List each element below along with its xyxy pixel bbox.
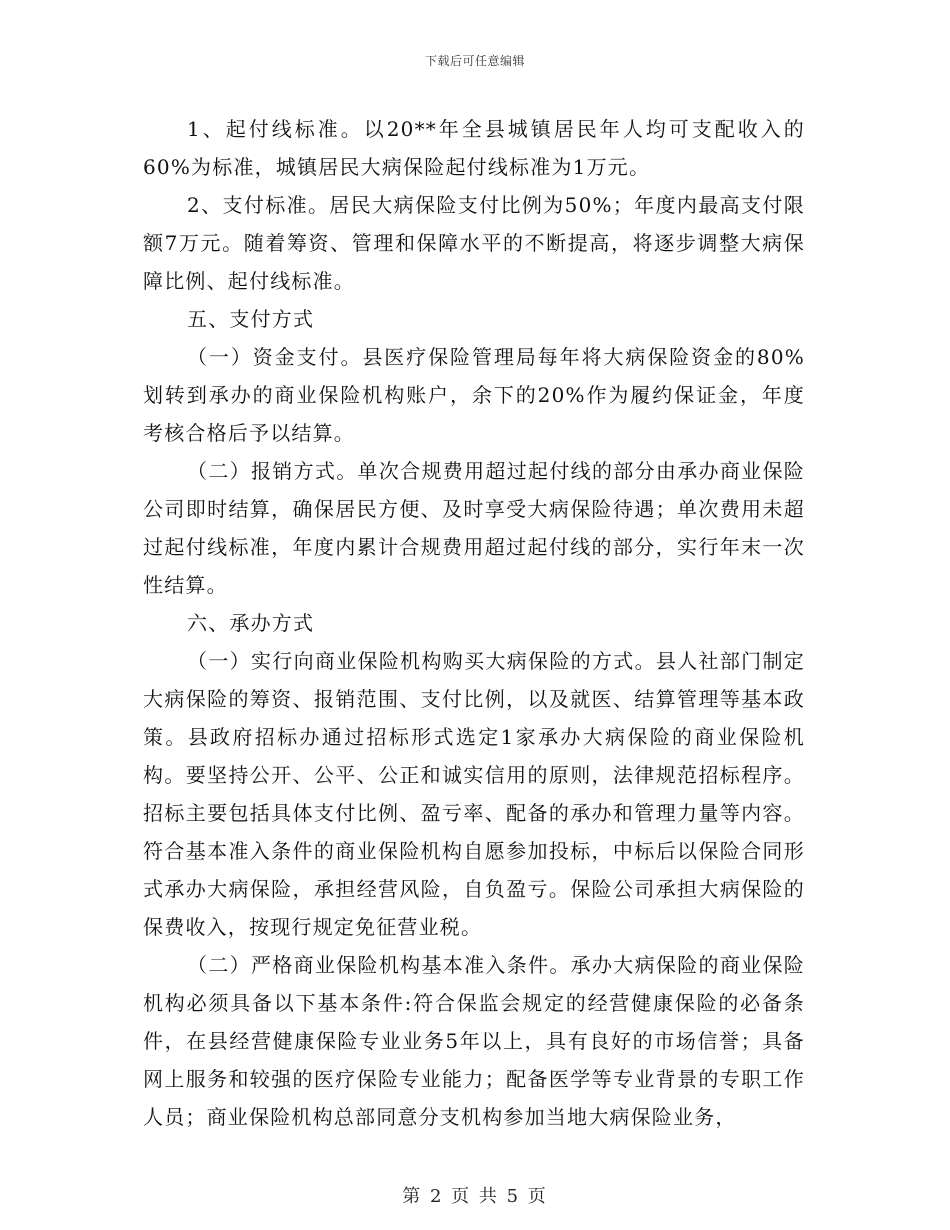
section-heading-undertaking-method: 六、承办方式 [187, 611, 315, 635]
section-heading-payment-method: 五、支付方式 [187, 307, 315, 331]
paragraph-fund-payment: （一）资金支付。县医疗保险管理局每年将大病保险资金的80%划转到承办的商业保险机构账户，余下的20%作为履约保证金，年度考核合格后予以结算。 [143, 345, 805, 445]
page-header-note: 下载后可任意编辑 [424, 54, 525, 68]
document-body [143, 110, 805, 1136]
paragraph-reimbursement-method: （二）报销方式。单次合规费用超过起付线的部分由承办商业保险公司即时结算，确保居民方便、及时享受大病保险待遇；单次费用未超过起付线标准，年度内累计合规费用超过起付线的部分，实行年末一次性结算。 [143, 459, 805, 597]
page-number-footer: 第 2 页 共 5 页 [402, 1186, 548, 1207]
paragraph-threshold-standard: 1、起付线标准。以20**年全县城镇居民年人均可支配收入的60%为标准，城镇居民大病保险起付线标准为1万元。 [143, 117, 805, 179]
paragraph-entry-conditions: （二）严格商业保险机构基本准入条件。承办大病保险的商业保险机构必须具备以下基本条件:符合保监会规定的经营健康保险的必备条件，在县经营健康保险专业业务5年以上，具有良好的市场信誉；具备网上服务和较强的医疗保险专业能力；配备医学等专业背景的专职工作人员；商业保险机构总部同意分支机构参加当地大病保险业务， [143, 953, 805, 1129]
paragraph-payment-standard: 2、支付标准。居民大病保险支付比例为50%；年度内最高支付限额7万元。随着筹资、管理和保障水平的不断提高，将逐步调整大病保障比例、起付线标准。 [143, 193, 805, 293]
paragraph-purchase-insurance: （一）实行向商业保险机构购买大病保险的方式。县人社部门制定大病保险的筹资、报销范围、支付比例，以及就医、结算管理等基本政策。县政府招标办通过招标形式选定1家承办大病保险的商业保险机构。要坚持公开、公平、公正和诚实信用的原则，法律规范招标程序。招标主要包括具体支付比例、盈亏率、配备的承办和管理力量等内容。符合基本准入条件的商业保险机构自愿参加投标，中标后以保险合同形式承办大病保险，承担经营风险，自负盈亏。保险公司承担大病保险的保费收入，按现行规定免征营业税。 [143, 649, 805, 939]
